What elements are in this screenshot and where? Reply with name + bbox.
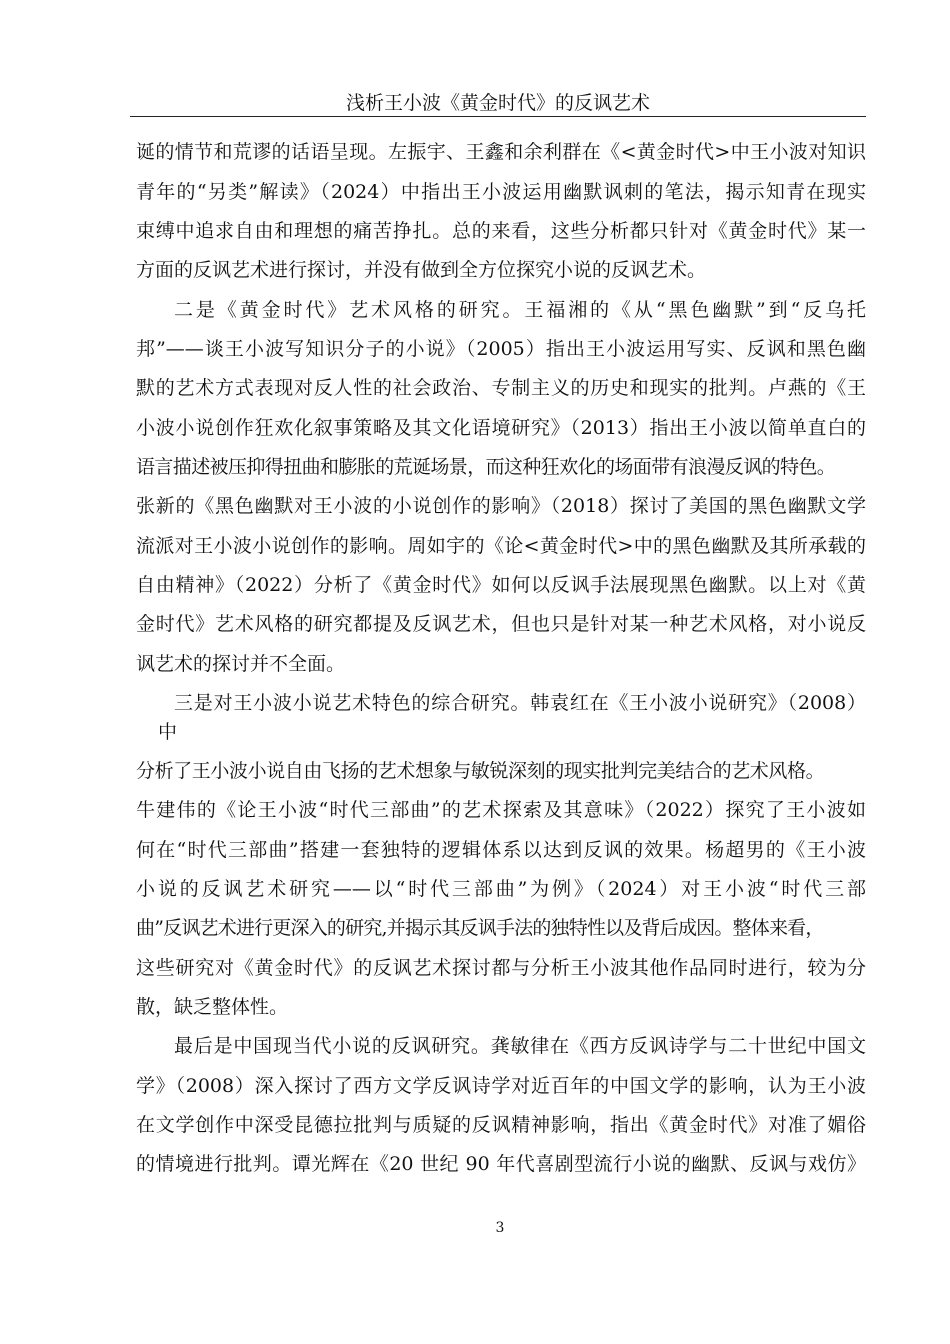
text-line: 二是《黄金时代》艺术风格的研究。王福湘的《从“黑色幽默”到“反乌托: [174, 299, 866, 321]
text-line: 分析了王小波小说自由飞扬的艺术想象与敏锐深刻的现实批判完美结合的艺术风格。: [136, 760, 825, 782]
text-line: 三是对王小波小说艺术特色的综合研究。韩袁红在《王小波小说研究》（2008）: [174, 692, 866, 714]
text-line: 学》（2008）深入探讨了西方文学反讽诗学对近百年的中国文学的影响，认为王小波: [136, 1075, 866, 1097]
running-header: 浅析王小波《黄金时代》的反讽艺术: [345, 92, 650, 114]
header-rule: [130, 116, 866, 117]
text-line: 金时代》艺术风格的研究都提及反讽艺术，但也只是针对某一种艺术风格，对小说反: [136, 613, 866, 635]
text-line: 语言描述被压抑得扭曲和膨胀的荒诞场景，而这种狂欢化的场面带有浪漫反讽的特色。: [136, 456, 836, 478]
text-line: 的情境进行批判。谭光辉在《20 世纪 90 年代喜剧型流行小说的幽默、反讽与戏仿》: [136, 1153, 866, 1175]
text-line: 流派对王小波小说创作的影响。周如宇的《论<黄金时代>中的黑色幽默及其所承载的: [136, 535, 866, 557]
text-line: 何在“时代三部曲”搭建一套独特的逻辑体系以达到反讽的效果。杨超男的《王小波: [136, 839, 866, 861]
text-line: 邦”——谈王小波写知识分子的小说》（2005）指出王小波运用写实、反讽和黑色幽: [136, 338, 866, 360]
text-line: 默的艺术方式表现对反人性的社会政治、专制主义的历史和现实的批判。卢燕的《王: [136, 377, 866, 399]
text-line: 讽艺术的探讨并不全面。: [136, 653, 346, 675]
text-line: 散，缺乏整体性。: [136, 996, 289, 1018]
text-line: 这些研究对《黄金时代》的反讽艺术探讨都与分析王小波其他作品同时进行，较为分: [136, 957, 866, 979]
text-line: 曲”反讽艺术进行更深入的研究,并揭示其反讽手法的独特性以及背后成因。整体来看，: [136, 917, 824, 939]
text-line: 自由精神》（2022）分析了《黄金时代》如何以反讽手法展现黑色幽默。以上对《黄: [136, 574, 866, 596]
text-line: 诞的情节和荒谬的话语呈现。左振宇、王鑫和余利群在《<黄金时代>中王小波对知识: [136, 141, 866, 163]
text-line: 最后是中国现当代小说的反讽研究。龚敏律在《西方反讽诗学与二十世纪中国文: [174, 1035, 866, 1057]
page-number: 3: [495, 1220, 505, 1236]
text-line: 张新的《黑色幽默对王小波的小说创作的影响》（2018）探讨了美国的黑色幽默文学: [136, 495, 866, 517]
text-line: 在文学创作中深受昆德拉批判与质疑的反讽精神影响，指出《黄金时代》对准了媚俗: [136, 1114, 866, 1136]
text-line: 青年的“另类”解读》（2024）中指出王小波运用幽默讽刺的笔法，揭示知青在现实: [136, 181, 866, 203]
text-line: 小波小说创作狂欢化叙事策略及其文化语境研究》（2013）指出王小波以简单直白的: [136, 417, 866, 439]
text-line: 牛建伟的《论王小波“时代三部曲”的艺术探索及其意味》（2022）探究了王小波如: [136, 799, 866, 821]
text-line: 中: [158, 721, 178, 743]
text-line: 方面的反讽艺术进行探讨，并没有做到全方位探究小说的反讽艺术。: [136, 259, 707, 281]
text-line: 小说的反讽艺术研究——以“时代三部曲”为例》（2024）对王小波“时代三部: [136, 878, 866, 900]
text-line: 束缚中追求自由和理想的痛苦挣扎。总的来看，这些分析都只针对《黄金时代》某一: [136, 220, 866, 242]
